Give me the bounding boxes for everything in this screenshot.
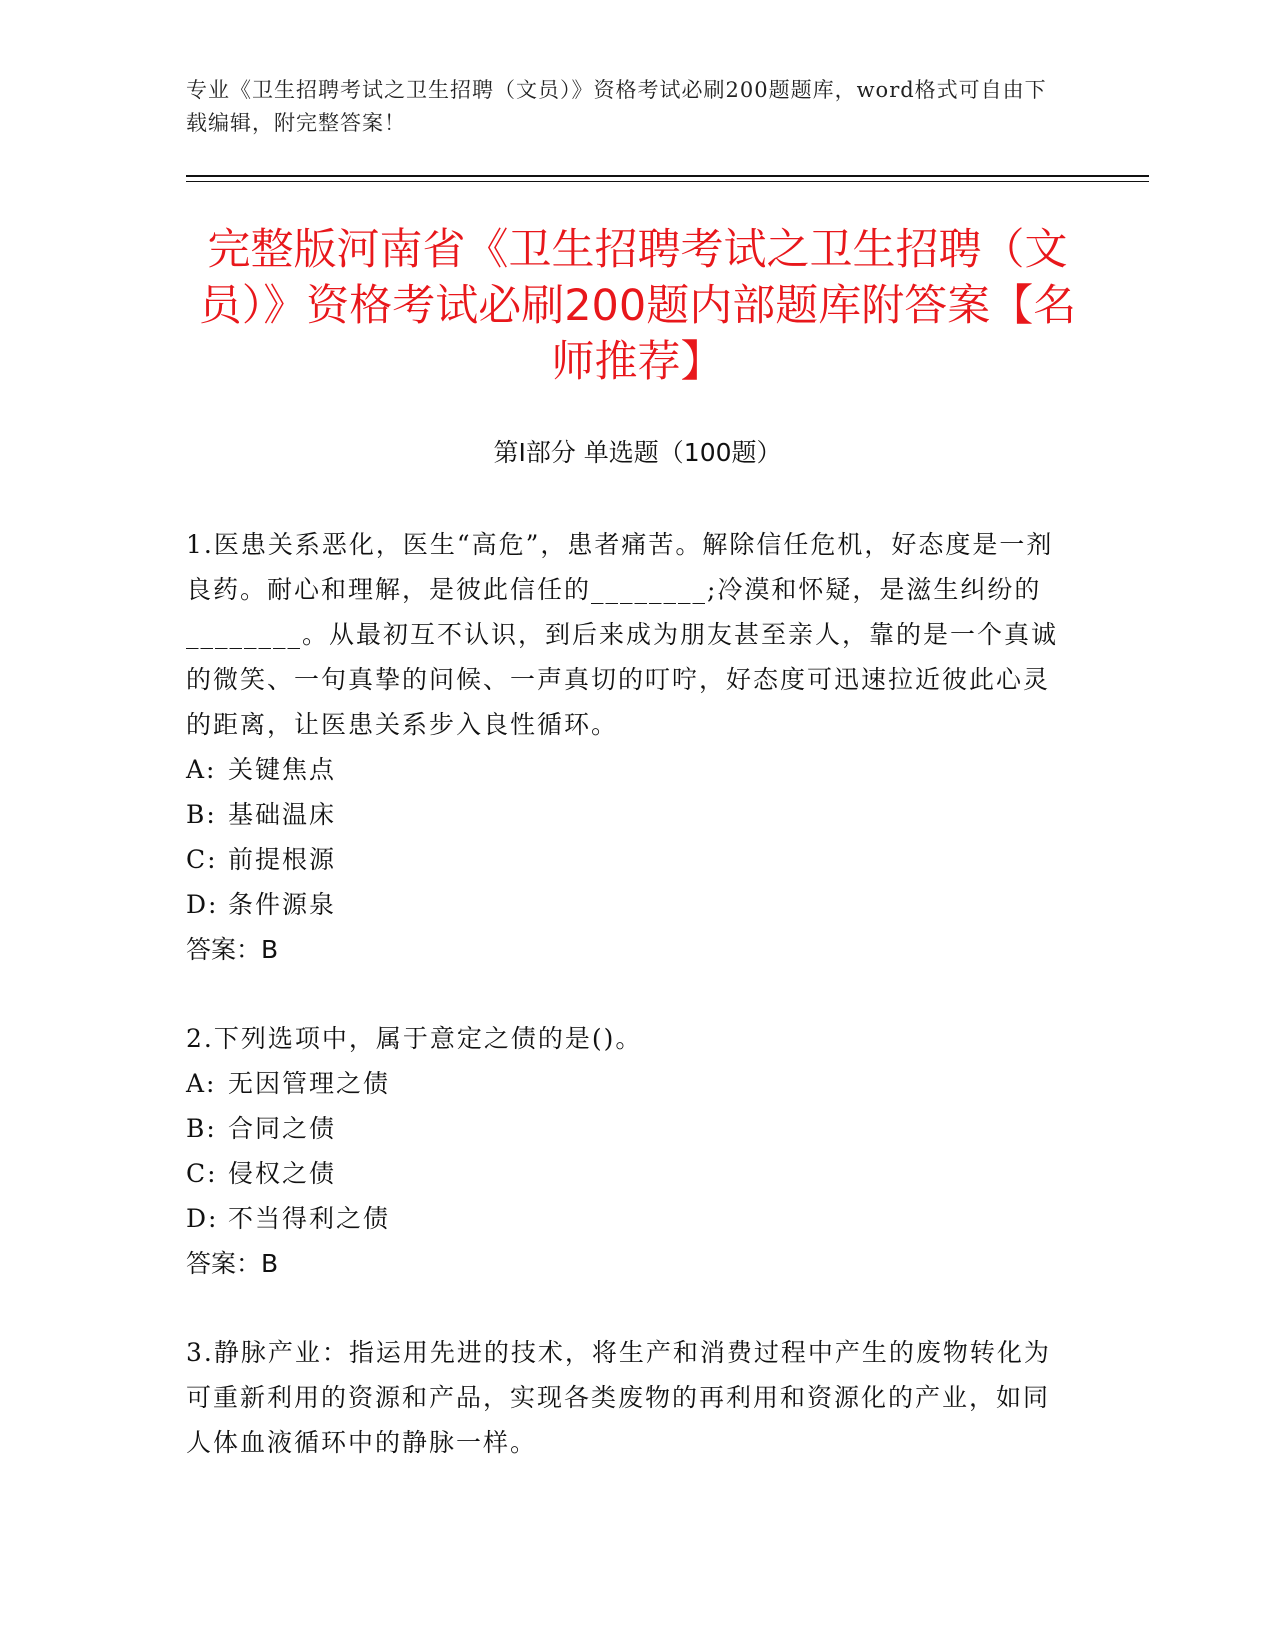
option-text: 基础温床	[228, 800, 337, 829]
option-letter: B:	[186, 1114, 217, 1143]
option-d	[186, 882, 1066, 927]
option-text: 合同之债	[228, 1114, 337, 1143]
header-note: 专业《卫生招聘考试之卫生招聘（文员）》资格考试必刷200题题库，word格式可自由下载编辑，附完整答案！	[186, 78, 1047, 135]
header-divider-thin	[186, 181, 1149, 182]
option-letter: C:	[186, 1159, 218, 1188]
question-2	[186, 1016, 1066, 1286]
option-letter: D:	[186, 890, 219, 919]
question-list	[186, 522, 1066, 1509]
question-stem: 2.下列选项中，属于意定之债的是()。	[186, 1024, 643, 1053]
option-c	[186, 1151, 1066, 1196]
option-b	[186, 792, 1066, 837]
option-letter: C:	[186, 845, 218, 874]
option-letter: A:	[186, 1069, 217, 1098]
header-divider-thick	[186, 175, 1149, 177]
question-1	[186, 522, 1066, 972]
question-stem: 3.静脉产业：指运用先进的技术，将生产和消费过程中产生的废物转化为可重新利用的资源和产品，实现各类废物的再利用和资源化的产业，如同人体血液循环中的静脉一样。	[186, 1338, 1051, 1457]
option-d	[186, 1196, 1066, 1241]
option-text: 前提根源	[228, 845, 337, 874]
option-c	[186, 837, 1066, 882]
document-title: 完整版河南省《卫生招聘考试之卫生招聘（文员）》资格考试必刷200题内部题库附答案【名师推荐】	[198, 225, 1077, 387]
option-text: 条件源泉	[228, 890, 337, 919]
option-letter: A:	[186, 755, 217, 784]
option-text: 不当得利之债	[228, 1204, 391, 1233]
option-text: 侵权之债	[228, 1159, 337, 1188]
option-b	[186, 1106, 1066, 1151]
answer-line: 答案：B	[186, 935, 279, 964]
answer-line: 答案：B	[186, 1249, 279, 1278]
question-3	[186, 1330, 1066, 1465]
option-letter: D:	[186, 1204, 219, 1233]
option-text: 无因管理之债	[228, 1069, 391, 1098]
option-a	[186, 747, 1066, 792]
section-title: 第Ⅰ部分 单选题（100题）	[493, 438, 782, 467]
option-letter: B:	[186, 800, 217, 829]
option-a	[186, 1061, 1066, 1106]
question-stem: 1.医患关系恶化，医生“高危”，患者痛苦。解除信任危机，好态度是一剂良药。耐心和理解，是彼此信任的________;冷漠和怀疑，是滋生纠纷的________。从最初互不认识，到后来成为朋友甚至亲人，靠的是一个真诚的微笑、一句真挚的问候、一声真切的叮咛，好态度可迅速拉近彼此心灵的距离，让医患关系步入良性循环。	[186, 530, 1059, 739]
option-text: 关键焦点	[228, 755, 337, 784]
